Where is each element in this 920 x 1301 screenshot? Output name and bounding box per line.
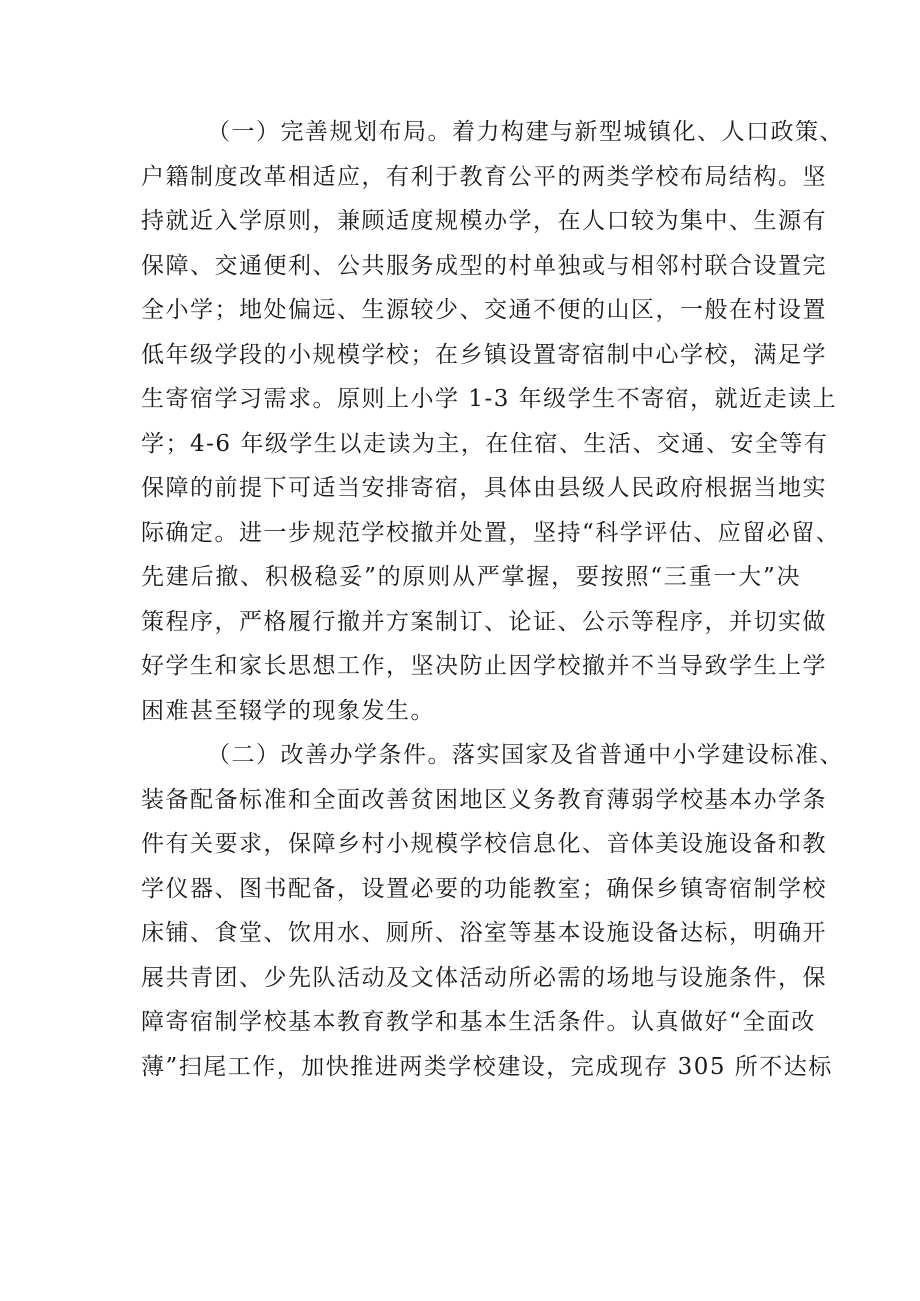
text-line: 障寄宿制学校基本教育教学和基本生活条件。认真做好“全面改 [141,1009,816,1035]
text-line: 保障、交通便利、公共服务成型的村单独或与相邻村联合设置完 [141,252,827,279]
text-line: 好学生和家长思想工作，坚决防止因学校撤并不当导致学生上学 [141,653,827,679]
text-line: （二）改善办学条件。落实国家及省普通中小学建设标准、 [207,742,844,768]
document-body [141,110,844,1089]
text-line: 户籍制度改革相适应，有利于教育公平的两类学校布局结构。坚 [141,163,827,190]
text-line: （一）完善规划布局。着力构建与新型城镇化、人口政策、 [207,119,844,145]
text-line: 学仪器、图书配备，设置必要的功能教室；确保乡镇寄宿制学校 [141,875,827,902]
paragraph-school-conditions [141,733,844,1089]
text-line: 先建后撤、积极稳妥”的原则从严掌握，要按照“三重一大”决 [141,564,801,590]
text-line: 低年级学段的小规模学校；在乡镇设置寄宿制中心学校，满足学 [141,341,827,368]
text-line: 薄”扫尾工作，加快推进两类学校建设，完成现存 305 所不达标 [141,1053,833,1080]
text-line: 展共青团、少先队活动及文体活动所必需的场地与设施条件，保 [141,964,827,991]
text-line: 全小学；地处偏远、生源较少、交通不便的山区，一般在村设置 [141,297,827,323]
text-line: 学；4-6 年级学生以走读为主，在住宿、生活、交通、安全等有 [141,430,829,457]
text-line: 策程序，严格履行撤并方案制订、论证、公示等程序，并切实做 [141,608,827,635]
text-line: 际确定。进一步规范学校撤并处置，坚持“科学评估、应留必留、 [141,519,841,546]
text-line: 生寄宿学习需求。原则上小学 1-3 年级学生不寄宿，就近走读上 [141,386,838,412]
text-line: 装备配备标准和全面改善贫困地区义务教育薄弱学校基本办学条 [141,786,827,813]
text-line: 床铺、食堂、饮用水、厕所、浴室等基本设施设备达标，明确开 [141,920,827,946]
text-line: 持就近入学原则，兼顾适度规模办学，在人口较为集中、生源有 [141,208,827,234]
text-line: 件有关要求，保障乡村小规模学校信息化、音体美设施设备和教 [141,831,827,857]
paragraph-layout-planning [141,110,844,733]
text-line: 保障的前提下可适当安排寄宿，具体由县级人民政府根据当地实 [141,475,827,501]
text-line: 困难甚至辍学的现象发生。 [141,697,435,724]
